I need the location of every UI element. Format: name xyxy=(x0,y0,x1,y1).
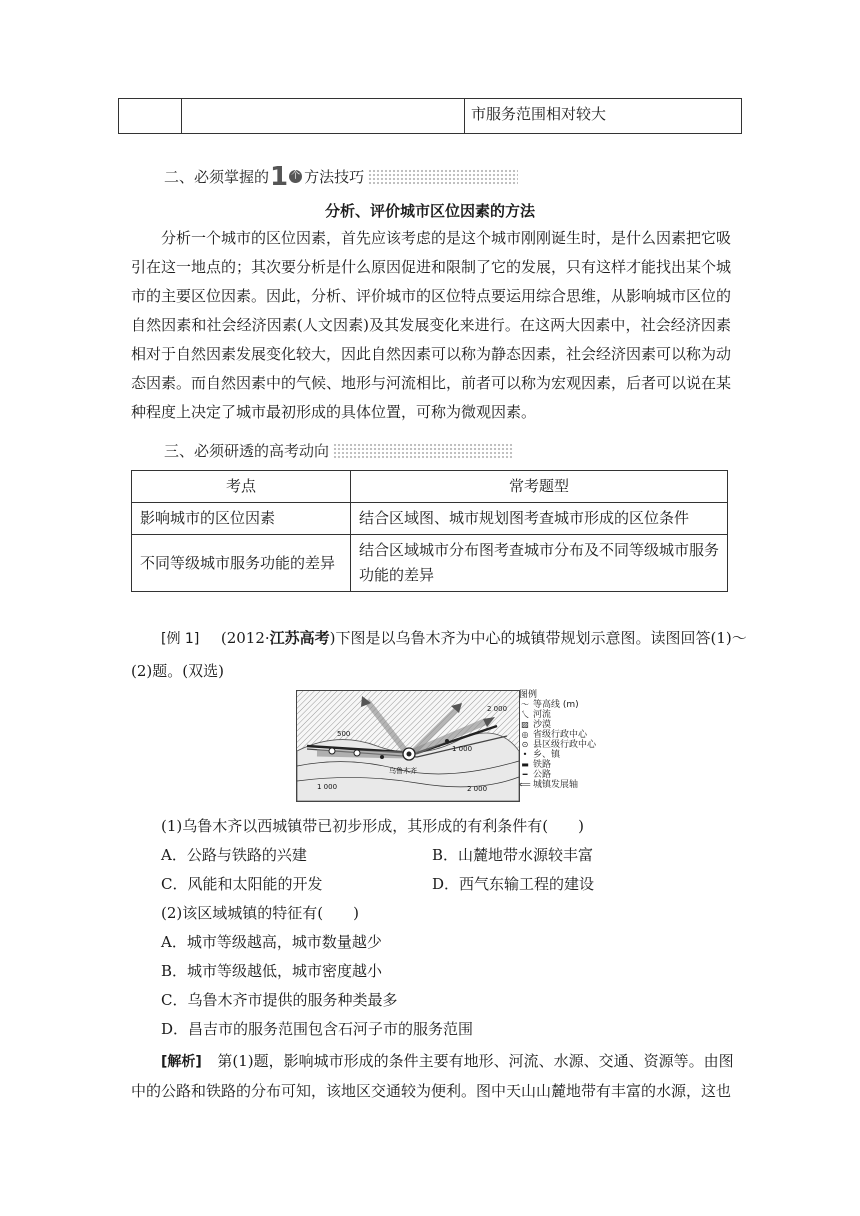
legend-item: 城镇发展轴 xyxy=(533,780,579,790)
analysis-line-2: 中的公路和铁路的分布可知，该地区交通较为便利。图中天山山麓地带有丰富的水源，这也 xyxy=(131,1082,732,1100)
legend-item: 铁路 xyxy=(533,760,552,770)
table-header: 常考题型 xyxy=(351,471,728,503)
section-heading-trends: 三、必须研透的高考动向 xyxy=(164,440,513,461)
question-1-option-d: D．西气东输工程的建设 xyxy=(432,875,595,893)
legend-item: 乡、镇 xyxy=(533,750,561,760)
table-cell: 结合区域图、城市规划图考查城市形成的区位条件 xyxy=(351,503,728,535)
highway-icon: ━ xyxy=(522,770,528,779)
table-cell: 不同等级城市服务功能的差异 xyxy=(132,535,351,592)
table-row xyxy=(132,503,728,535)
question-2-option-b: B．城市等级越低，城市密度越小 xyxy=(161,962,383,980)
desert-icon: ▨ xyxy=(521,720,529,729)
railway-icon: ▬ xyxy=(521,760,529,769)
town-icon xyxy=(380,755,384,759)
table-cell xyxy=(182,99,465,134)
table-cell: 市服务范围相对较大 xyxy=(465,99,742,134)
dotted-bar-decoration xyxy=(333,443,513,459)
provincial-capital-icon xyxy=(407,752,412,757)
map-legend xyxy=(519,690,629,790)
section-heading-methods: 二、必须掌握的 1 个 方法技巧 xyxy=(164,166,518,187)
map-label: 2 000 xyxy=(487,705,508,713)
legend-item: 公路 xyxy=(533,770,552,780)
example-line-2: (2)题。(双选) xyxy=(131,662,224,680)
big-number: 1 xyxy=(270,161,289,192)
question-1-option-c: C．风能和太阳能的开发 xyxy=(161,875,323,893)
map-label: 乌鲁木齐 xyxy=(389,767,417,775)
river-icon: 乀 xyxy=(521,710,529,719)
method-paragraph: 分析一个城市的区位因素，首先应该考虑的是这个城市刚刚诞生时，是什么因素把它吸引在这一地点的；其次要分析是什么原因促进和限制了它的发展，只有这样才能找出某个城市的主要区位因素。因此，分析、评价城市的区位特点要运用综合思维，从影响城市区位的自然因素和社会经济因素(人文因素)及其发展变化来进行。在这两大因素中，社会经济因素相对于自然因素发展变化较大，因此自然因素可以称为静态因素，社会经济因素可以称为动态因素。而自然因素中的气候、地形与河流相比，前者可以称为宏观因素，后者可以说在某种程度上决定了城市最初形成的具体位置，可称为微观因素。 xyxy=(131,229,732,421)
county-center-icon: ⊙ xyxy=(521,740,529,749)
legend-item: 沙漠 xyxy=(533,720,552,730)
method-title: 分析、评价城市区位因素的方法 xyxy=(324,202,535,220)
table-header: 考点 xyxy=(132,471,351,503)
dotted-bar-decoration xyxy=(368,169,518,185)
legend-title: 图例 xyxy=(519,690,538,700)
question-2-option-d: D．昌吉市的服务范围包含石河子市的服务范围 xyxy=(161,1020,474,1038)
example-line-1: [例 1] (2012·江苏高考)下图是以乌鲁木齐为中心的城镇带规划示意图。读图回答(1)～ xyxy=(161,629,747,647)
legend-item: 省级行政中心 xyxy=(533,730,588,740)
legend-item: 河流 xyxy=(533,710,552,720)
urban-belt-map xyxy=(296,690,520,802)
legend-item: 等高线 (m) xyxy=(533,700,579,710)
table-header-row xyxy=(132,471,728,503)
example-tag: [例 1] xyxy=(161,631,200,647)
table-cell: 结合区域城市分布图考查城市分布及不同等级城市服务功能的差异 xyxy=(351,535,728,592)
map-label: 1 000 xyxy=(452,745,473,753)
legend-item: 县区级行政中心 xyxy=(533,740,597,750)
question-2-stem: (2)该区域城镇的特征有( ) xyxy=(161,904,359,922)
table-cell: 影响城市的区位因素 xyxy=(132,503,351,535)
question-1-option-b: B．山麓地带水源较丰富 xyxy=(432,846,594,864)
exam-point-table xyxy=(131,470,728,592)
question-1-option-a: A．公路与铁路的兴建 xyxy=(161,846,307,864)
town-icon xyxy=(445,739,449,743)
contour-icon: 〜 xyxy=(521,700,529,709)
table-cell xyxy=(119,99,182,134)
map-label: 500 xyxy=(337,730,351,738)
provincial-capital-icon: ◎ xyxy=(521,730,529,739)
analysis-line-1: [解析] 第(1)题，影响城市形成的条件主要有地形、河流、水源、交通、资源等。由图 xyxy=(161,1052,734,1070)
table-row xyxy=(132,535,728,592)
question-2-option-c: C．乌鲁木齐市提供的服务种类最多 xyxy=(161,991,398,1009)
county-center-icon xyxy=(329,748,335,754)
top-table xyxy=(118,98,742,134)
map-label: 1 000 xyxy=(317,783,338,791)
town-icon: • xyxy=(522,750,528,759)
map-svg xyxy=(297,691,519,801)
analysis-tag: [解析] xyxy=(161,1054,202,1070)
question-2-option-a: A．城市等级越高，城市数量越少 xyxy=(161,933,382,951)
circle-badge-icon: 个 xyxy=(291,171,301,181)
development-axis-icon: ⟸ xyxy=(519,780,531,789)
question-1-stem: (1)乌鲁木齐以西城镇带已初步形成，其形成的有利条件有( ) xyxy=(161,817,584,835)
county-center-icon xyxy=(354,750,360,756)
map-label: 2 000 xyxy=(467,785,488,793)
